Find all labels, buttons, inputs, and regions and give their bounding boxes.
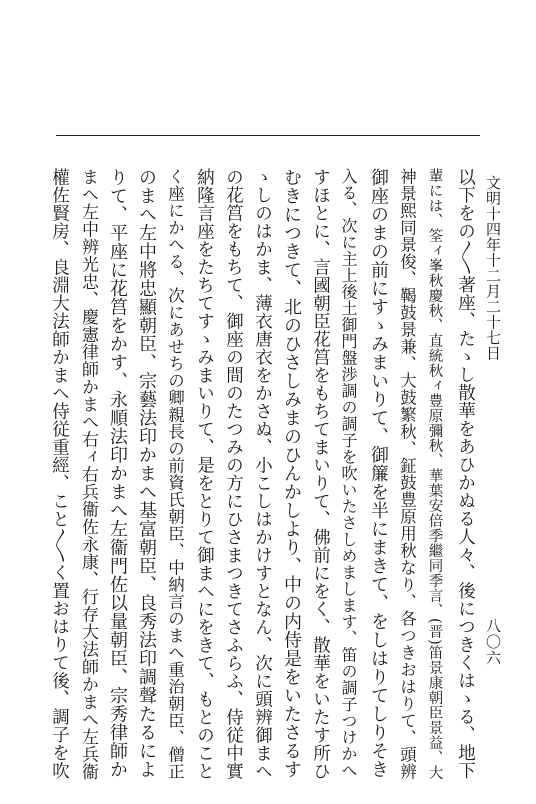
text-column: むきにつきて、北のひさしみまのひんかしより、中の内侍是をいたさるす bbox=[281, 168, 302, 779]
text-column: 輩には、筌ィ峯秋慶秋、直統秋ィ豊原彌秋、華葉安倍季繼同季言、(晋)笛景康朝臣景益、大 bbox=[426, 168, 443, 781]
date-heading: 文明十四年十二月二十七日 bbox=[484, 175, 502, 361]
text-column: 權佐賢房、良淵大法師かまへ侍従重經、こと〳〵く置おはりて後、調子を吹 bbox=[49, 168, 70, 780]
text-column: のまへ左中將忠顯朝臣、宗藝法印かまへ基富朝臣、良秀法印調聲たるによ bbox=[136, 168, 157, 779]
text-column: ゝしのはかま、薄衣唐衣をかさぬ、小こしはかけすとなん、次に頭辨御まへ bbox=[252, 168, 273, 780]
text-column: く座にかへる、次にあせちの卿親長の前資氏朝臣、中納言のまへ重治朝臣、僧正 bbox=[165, 168, 185, 780]
text-column: の花筥をもちて、御座の間のたつみの方にひさまつきてさふらふ、侍従中實 bbox=[223, 168, 244, 780]
page-number: 八〇六 bbox=[484, 618, 502, 666]
text-column: 神景熙同景俊、鞨鼓景兼、大鼓繁秋、鉦鼓豊原用秋なり、各つきおはりて、頭辨 bbox=[397, 168, 417, 780]
text-column: りて、平座に花筥をかす、永順法印かまへ左衞門佐以量朝臣、宗秀律師か bbox=[107, 168, 128, 779]
header-rule bbox=[56, 135, 480, 136]
text-column: 納隆言座をたちてすゝみまいりて、是をとりて御まへにをきて、もとのこと bbox=[194, 168, 215, 780]
text-column: 入る、次に主上後土御門盤渉調の調子を吹いたさしめまします、笛の調子つけかへ bbox=[339, 168, 358, 779]
text-column: 御座のまの前にすゝみまいりて、御簾を半にまきて、をしはりてしりそき bbox=[368, 168, 389, 779]
text-column: すほとに、言國朝臣花筥をもちてまいりて、佛前にをく、散華をいたす所ひ bbox=[310, 168, 331, 780]
text-column: まへ左中辨光忠、慶憲律師かまへ右ィ右兵衞佐永康、行存大法師かまへ左兵衞 bbox=[78, 168, 98, 781]
text-column: 以下をの〳〵著座、たゝし散華をあひかぬる人々、後につきくはゝる、地下 bbox=[455, 168, 476, 780]
